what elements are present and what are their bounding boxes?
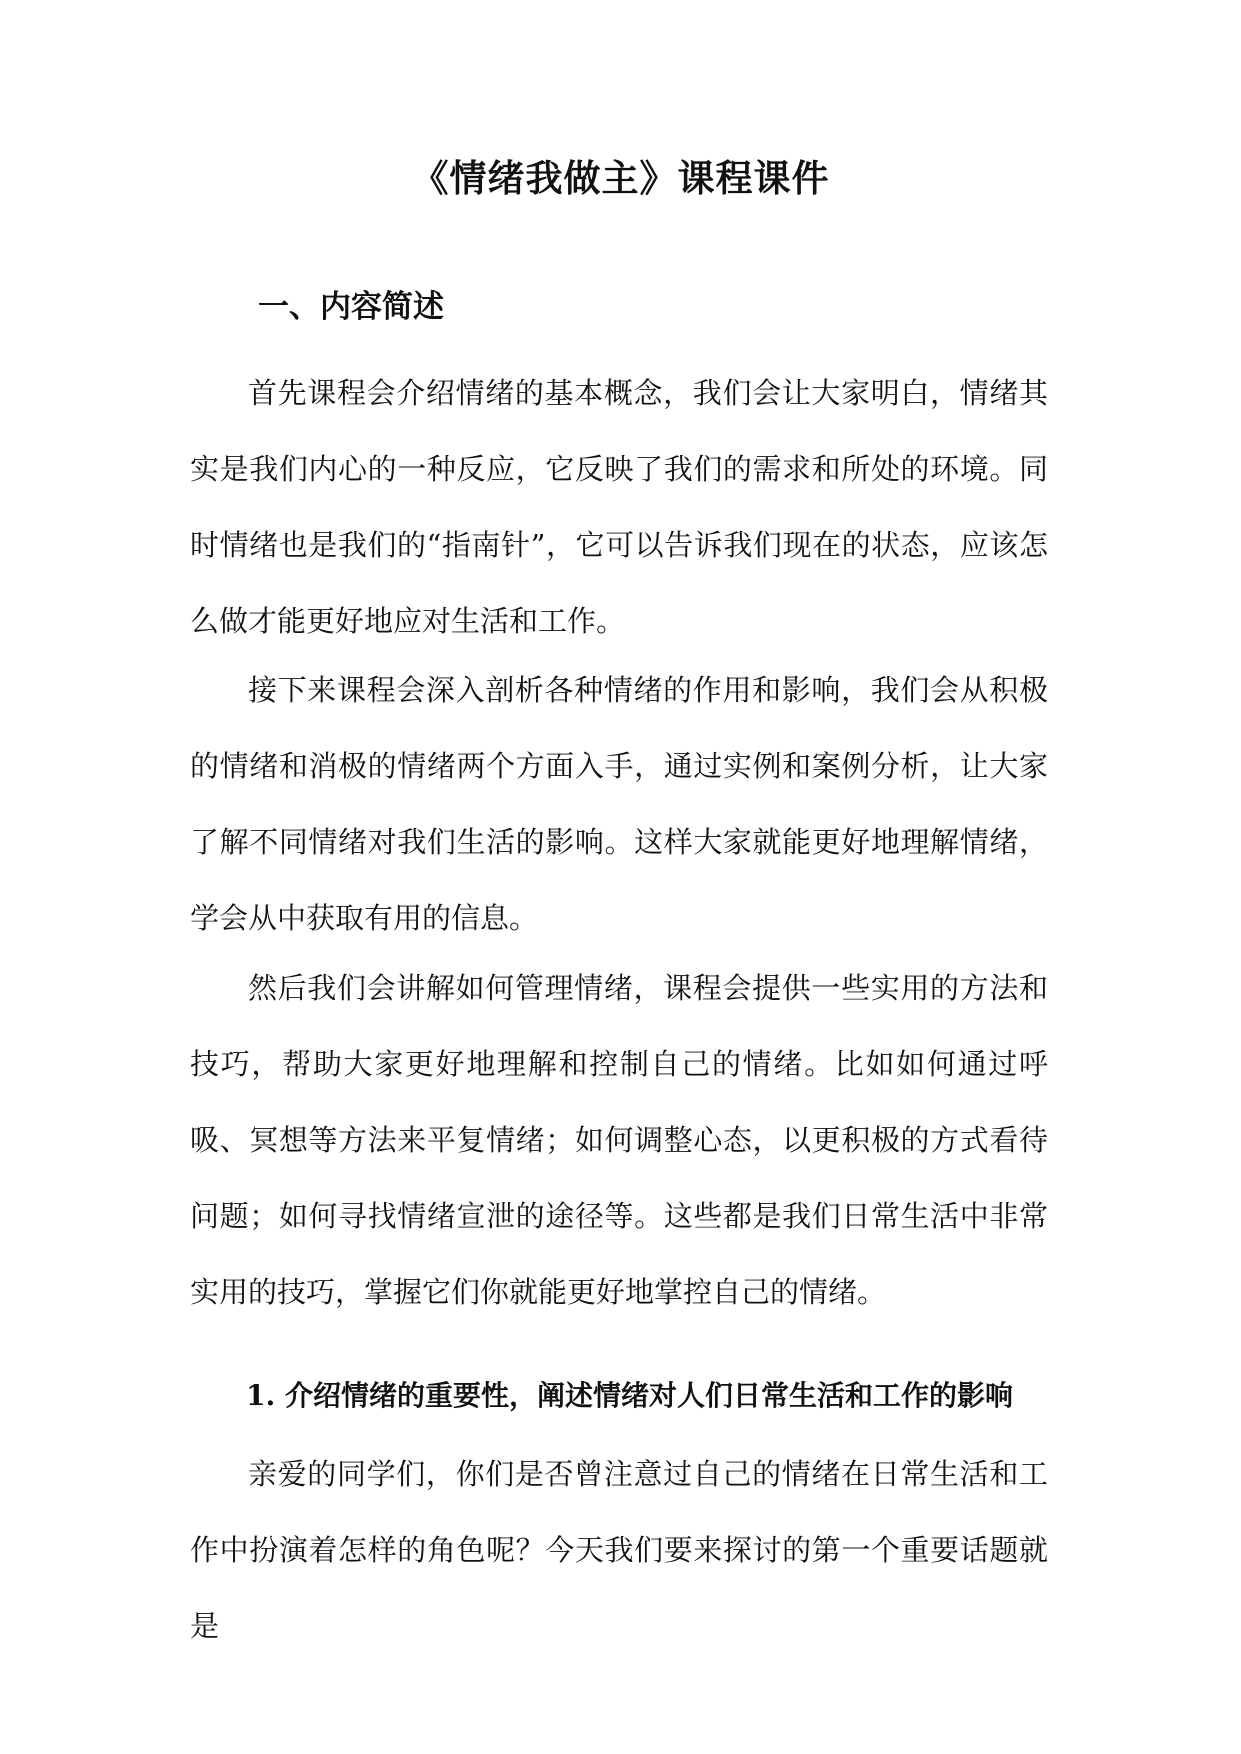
page-title: 《情绪我做主》课程课件	[411, 156, 830, 200]
section-heading: 一、内容简述	[258, 289, 444, 325]
paragraph-1: 首先课程会介绍情绪的基本概念，我们会让大家明白，情绪其实是我们内心的一种反应，它反映了我们的需求和所处的环境。同时情绪也是我们的“指南针”，它可以告诉我们现在的状态，应该怎么做才能更好地应对生活和工作。	[190, 376, 1048, 638]
paragraph-4: 亲爱的同学们，你们是否曾注意过自己的情绪在日常生活和工作中扮演着怎样的角色呢？今天我们要来探讨的第一个重要话题就是	[190, 1457, 1048, 1643]
numbered-subheading: 1. 介绍情绪的重要性，阐述情绪对人们日常生活和工作的影响	[246, 1379, 1013, 1412]
paragraph-3: 然后我们会讲解如何管理情绪，课程会提供一些实用的方法和技巧，帮助大家更好地理解和控制自己的情绪。比如如何通过呼吸、冥想等方法来平复情绪；如何调整心态，以更积极的方式看待问题；如何寻找情绪宣泄的途径等。这些都是我们日常生活中非常实用的技巧，掌握它们你就能更好地掌控自己的情绪。	[190, 971, 1048, 1309]
paragraph-2: 接下来课程会深入剖析各种情绪的作用和影响，我们会从积极的情绪和消极的情绪两个方面入手，通过实例和案例分析，让大家了解不同情绪对我们生活的影响。这样大家就能更好地理解情绪，学会从中获取有用的信息。	[190, 673, 1048, 935]
